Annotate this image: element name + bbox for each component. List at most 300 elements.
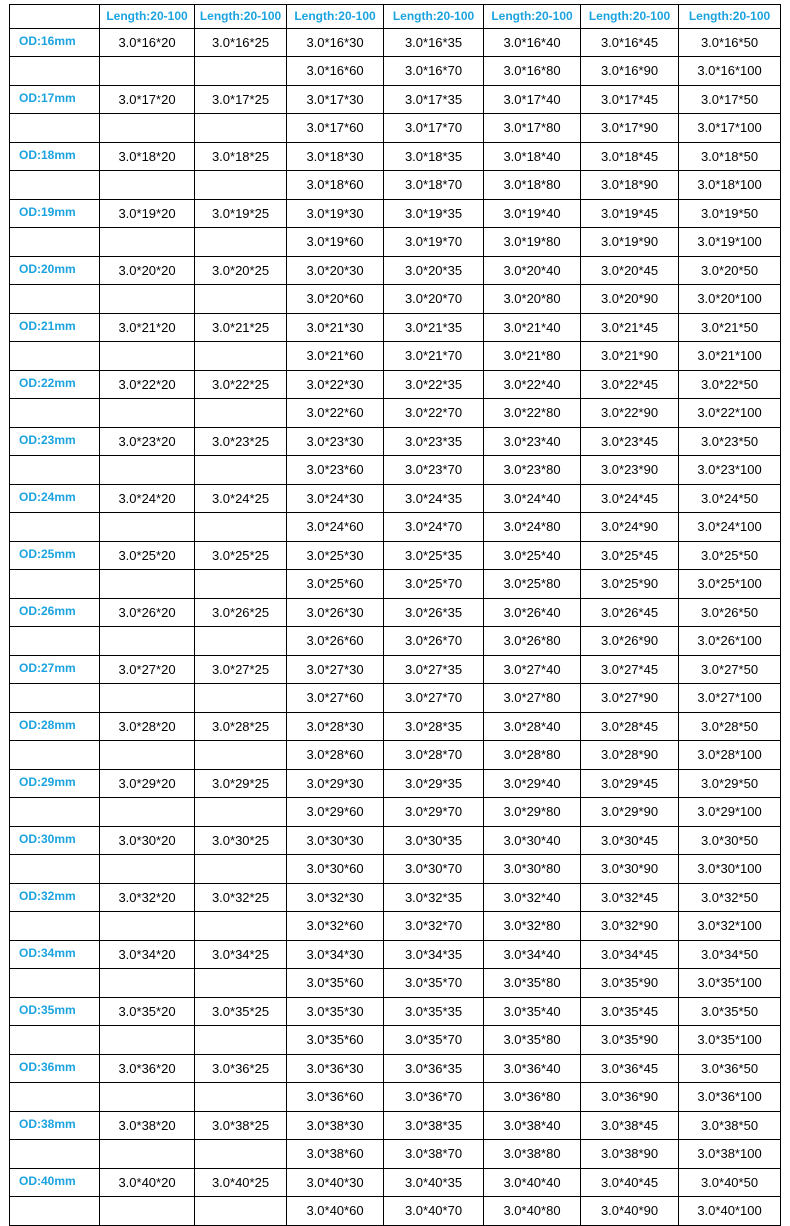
size-cell: 3.0*24*70 bbox=[384, 513, 484, 542]
od-label-empty bbox=[10, 1083, 100, 1112]
size-cell: 3.0*25*35 bbox=[384, 541, 484, 570]
size-cell: 3.0*25*30 bbox=[287, 541, 384, 570]
table-row bbox=[10, 171, 781, 200]
size-cell: 3.0*38*45 bbox=[581, 1111, 679, 1140]
header-corner bbox=[10, 5, 100, 29]
size-cell bbox=[100, 1197, 195, 1226]
size-cell: 3.0*27*35 bbox=[384, 655, 484, 684]
size-cell: 3.0*36*50 bbox=[679, 1054, 781, 1083]
size-cell: 3.0*34*45 bbox=[581, 940, 679, 969]
size-cell bbox=[195, 1083, 287, 1112]
size-cell: 3.0*26*70 bbox=[384, 627, 484, 656]
size-cell: 3.0*29*100 bbox=[679, 798, 781, 827]
size-cell bbox=[195, 798, 287, 827]
size-cell: 3.0*17*35 bbox=[384, 85, 484, 114]
table-row bbox=[10, 313, 781, 342]
size-cell: 3.0*28*45 bbox=[581, 712, 679, 741]
size-cell: 3.0*40*90 bbox=[581, 1197, 679, 1226]
size-cell: 3.0*36*70 bbox=[384, 1083, 484, 1112]
size-cell: 3.0*22*60 bbox=[287, 399, 384, 428]
size-cell: 3.0*32*45 bbox=[581, 883, 679, 912]
size-cell: 3.0*17*20 bbox=[100, 85, 195, 114]
size-cell: 3.0*38*60 bbox=[287, 1140, 384, 1169]
size-cell bbox=[100, 456, 195, 485]
size-cell: 3.0*21*50 bbox=[679, 313, 781, 342]
size-cell bbox=[100, 855, 195, 884]
table-row bbox=[10, 1168, 781, 1197]
od-label: OD:38mm bbox=[10, 1111, 100, 1140]
size-cell bbox=[195, 741, 287, 770]
size-cell: 3.0*30*80 bbox=[484, 855, 581, 884]
size-cell: 3.0*38*90 bbox=[581, 1140, 679, 1169]
size-cell: 3.0*27*20 bbox=[100, 655, 195, 684]
size-cell: 3.0*38*25 bbox=[195, 1111, 287, 1140]
size-cell: 3.0*32*25 bbox=[195, 883, 287, 912]
size-cell: 3.0*26*60 bbox=[287, 627, 384, 656]
size-cell: 3.0*26*50 bbox=[679, 598, 781, 627]
size-cell: 3.0*19*45 bbox=[581, 199, 679, 228]
size-cell: 3.0*38*35 bbox=[384, 1111, 484, 1140]
size-cell: 3.0*38*30 bbox=[287, 1111, 384, 1140]
size-cell: 3.0*22*80 bbox=[484, 399, 581, 428]
size-cell: 3.0*35*70 bbox=[384, 1026, 484, 1055]
size-cell: 3.0*30*60 bbox=[287, 855, 384, 884]
size-cell bbox=[100, 1083, 195, 1112]
size-cell: 3.0*18*80 bbox=[484, 171, 581, 200]
size-cell: 3.0*20*45 bbox=[581, 256, 679, 285]
size-cell: 3.0*22*100 bbox=[679, 399, 781, 428]
size-cell: 3.0*23*20 bbox=[100, 427, 195, 456]
size-cell: 3.0*17*100 bbox=[679, 114, 781, 143]
size-cell bbox=[195, 285, 287, 314]
size-cell: 3.0*24*100 bbox=[679, 513, 781, 542]
column-header: Length:20-100 bbox=[484, 5, 581, 29]
size-cell bbox=[100, 114, 195, 143]
size-cell: 3.0*18*70 bbox=[384, 171, 484, 200]
size-cell: 3.0*20*30 bbox=[287, 256, 384, 285]
size-cell: 3.0*40*25 bbox=[195, 1168, 287, 1197]
table-row bbox=[10, 342, 781, 371]
table-row bbox=[10, 199, 781, 228]
size-cell: 3.0*18*90 bbox=[581, 171, 679, 200]
size-cell: 3.0*17*30 bbox=[287, 85, 384, 114]
size-cell: 3.0*32*35 bbox=[384, 883, 484, 912]
size-cell: 3.0*28*25 bbox=[195, 712, 287, 741]
size-cell: 3.0*32*50 bbox=[679, 883, 781, 912]
size-cell: 3.0*21*90 bbox=[581, 342, 679, 371]
size-cell: 3.0*16*30 bbox=[287, 28, 384, 57]
size-cell bbox=[195, 684, 287, 713]
size-cell: 3.0*26*35 bbox=[384, 598, 484, 627]
size-cell: 3.0*27*90 bbox=[581, 684, 679, 713]
size-cell: 3.0*30*50 bbox=[679, 826, 781, 855]
size-cell: 3.0*29*30 bbox=[287, 769, 384, 798]
column-header: Length:20-100 bbox=[287, 5, 384, 29]
size-cell: 3.0*17*45 bbox=[581, 85, 679, 114]
size-cell: 3.0*35*60 bbox=[287, 1026, 384, 1055]
size-cell: 3.0*17*80 bbox=[484, 114, 581, 143]
size-cell: 3.0*38*20 bbox=[100, 1111, 195, 1140]
size-cell: 3.0*25*100 bbox=[679, 570, 781, 599]
size-cell: 3.0*32*100 bbox=[679, 912, 781, 941]
size-cell: 3.0*20*40 bbox=[484, 256, 581, 285]
table-row bbox=[10, 712, 781, 741]
size-cell: 3.0*27*30 bbox=[287, 655, 384, 684]
size-cell: 3.0*40*30 bbox=[287, 1168, 384, 1197]
size-cell: 3.0*22*25 bbox=[195, 370, 287, 399]
od-label: OD:20mm bbox=[10, 256, 100, 285]
table-row bbox=[10, 285, 781, 314]
table-row bbox=[10, 399, 781, 428]
size-cell bbox=[100, 1026, 195, 1055]
size-cell bbox=[195, 114, 287, 143]
size-cell bbox=[195, 1197, 287, 1226]
size-cell: 3.0*17*90 bbox=[581, 114, 679, 143]
size-cell: 3.0*35*100 bbox=[679, 1026, 781, 1055]
size-cell bbox=[100, 228, 195, 257]
size-cell: 3.0*18*30 bbox=[287, 142, 384, 171]
size-cell: 3.0*25*45 bbox=[581, 541, 679, 570]
size-cell: 3.0*18*100 bbox=[679, 171, 781, 200]
size-cell bbox=[100, 798, 195, 827]
size-cell bbox=[195, 57, 287, 86]
size-cell: 3.0*30*100 bbox=[679, 855, 781, 884]
size-cell: 3.0*24*80 bbox=[484, 513, 581, 542]
size-cell: 3.0*24*45 bbox=[581, 484, 679, 513]
size-cell: 3.0*35*35 bbox=[384, 997, 484, 1026]
od-label-empty bbox=[10, 741, 100, 770]
size-cell: 3.0*16*60 bbox=[287, 57, 384, 86]
size-cell: 3.0*22*45 bbox=[581, 370, 679, 399]
table-row bbox=[10, 684, 781, 713]
table-row bbox=[10, 456, 781, 485]
size-cell: 3.0*29*60 bbox=[287, 798, 384, 827]
size-cell: 3.0*35*25 bbox=[195, 997, 287, 1026]
size-cell: 3.0*23*70 bbox=[384, 456, 484, 485]
size-cell: 3.0*20*80 bbox=[484, 285, 581, 314]
size-cell: 3.0*25*70 bbox=[384, 570, 484, 599]
size-cell: 3.0*26*30 bbox=[287, 598, 384, 627]
size-cell: 3.0*36*40 bbox=[484, 1054, 581, 1083]
size-cell: 3.0*28*30 bbox=[287, 712, 384, 741]
size-cell: 3.0*28*80 bbox=[484, 741, 581, 770]
size-cell bbox=[195, 627, 287, 656]
size-cell: 3.0*17*25 bbox=[195, 85, 287, 114]
size-cell: 3.0*24*40 bbox=[484, 484, 581, 513]
table-row bbox=[10, 142, 781, 171]
size-cell: 3.0*26*100 bbox=[679, 627, 781, 656]
size-cell: 3.0*20*25 bbox=[195, 256, 287, 285]
size-cell: 3.0*19*50 bbox=[679, 199, 781, 228]
size-cell: 3.0*27*50 bbox=[679, 655, 781, 684]
size-cell: 3.0*24*50 bbox=[679, 484, 781, 513]
size-cell: 3.0*38*80 bbox=[484, 1140, 581, 1169]
table-row bbox=[10, 1111, 781, 1140]
od-label-empty bbox=[10, 1140, 100, 1169]
size-cell: 3.0*36*35 bbox=[384, 1054, 484, 1083]
od-label-empty bbox=[10, 399, 100, 428]
size-cell: 3.0*26*20 bbox=[100, 598, 195, 627]
size-cell: 3.0*40*50 bbox=[679, 1168, 781, 1197]
size-cell: 3.0*27*40 bbox=[484, 655, 581, 684]
size-cell: 3.0*24*35 bbox=[384, 484, 484, 513]
size-cell: 3.0*30*40 bbox=[484, 826, 581, 855]
size-cell: 3.0*16*80 bbox=[484, 57, 581, 86]
size-cell: 3.0*27*80 bbox=[484, 684, 581, 713]
size-cell bbox=[100, 171, 195, 200]
size-cell: 3.0*36*60 bbox=[287, 1083, 384, 1112]
size-cell: 3.0*40*70 bbox=[384, 1197, 484, 1226]
size-cell: 3.0*16*100 bbox=[679, 57, 781, 86]
size-cell: 3.0*23*25 bbox=[195, 427, 287, 456]
size-cell: 3.0*16*70 bbox=[384, 57, 484, 86]
size-cell: 3.0*36*80 bbox=[484, 1083, 581, 1112]
size-cell: 3.0*20*50 bbox=[679, 256, 781, 285]
size-cell: 3.0*29*70 bbox=[384, 798, 484, 827]
table-row bbox=[10, 855, 781, 884]
size-cell: 3.0*20*100 bbox=[679, 285, 781, 314]
size-cell: 3.0*18*60 bbox=[287, 171, 384, 200]
size-cell: 3.0*17*60 bbox=[287, 114, 384, 143]
size-cell: 3.0*35*40 bbox=[484, 997, 581, 1026]
size-cell: 3.0*35*45 bbox=[581, 997, 679, 1026]
size-cell bbox=[195, 171, 287, 200]
size-cell: 3.0*18*25 bbox=[195, 142, 287, 171]
size-cell: 3.0*26*80 bbox=[484, 627, 581, 656]
size-cell: 3.0*29*90 bbox=[581, 798, 679, 827]
size-cell: 3.0*28*60 bbox=[287, 741, 384, 770]
size-cell: 3.0*35*70 bbox=[384, 969, 484, 998]
table-row bbox=[10, 484, 781, 513]
size-cell: 3.0*25*40 bbox=[484, 541, 581, 570]
size-cell: 3.0*34*50 bbox=[679, 940, 781, 969]
size-cell: 3.0*22*70 bbox=[384, 399, 484, 428]
size-cell: 3.0*23*100 bbox=[679, 456, 781, 485]
size-cell: 3.0*21*100 bbox=[679, 342, 781, 371]
column-header: Length:20-100 bbox=[384, 5, 484, 29]
od-label: OD:17mm bbox=[10, 85, 100, 114]
size-cell: 3.0*16*45 bbox=[581, 28, 679, 57]
od-label: OD:23mm bbox=[10, 427, 100, 456]
size-cell: 3.0*24*20 bbox=[100, 484, 195, 513]
column-header: Length:20-100 bbox=[100, 5, 195, 29]
size-cell: 3.0*24*60 bbox=[287, 513, 384, 542]
size-cell bbox=[195, 399, 287, 428]
table-row bbox=[10, 85, 781, 114]
size-cell: 3.0*22*90 bbox=[581, 399, 679, 428]
table-row bbox=[10, 1083, 781, 1112]
od-label-empty bbox=[10, 57, 100, 86]
size-cell: 3.0*23*60 bbox=[287, 456, 384, 485]
size-cell: 3.0*22*40 bbox=[484, 370, 581, 399]
size-cell: 3.0*29*25 bbox=[195, 769, 287, 798]
size-cell: 3.0*28*50 bbox=[679, 712, 781, 741]
size-cell: 3.0*23*90 bbox=[581, 456, 679, 485]
od-label: OD:21mm bbox=[10, 313, 100, 342]
size-cell: 3.0*18*40 bbox=[484, 142, 581, 171]
od-label-empty bbox=[10, 684, 100, 713]
size-cell: 3.0*24*30 bbox=[287, 484, 384, 513]
size-cell: 3.0*19*90 bbox=[581, 228, 679, 257]
size-cell bbox=[195, 570, 287, 599]
od-label-empty bbox=[10, 456, 100, 485]
size-cell: 3.0*28*40 bbox=[484, 712, 581, 741]
size-cell: 3.0*40*40 bbox=[484, 1168, 581, 1197]
od-label-empty bbox=[10, 627, 100, 656]
size-cell: 3.0*34*30 bbox=[287, 940, 384, 969]
table-row bbox=[10, 769, 781, 798]
size-cell: 3.0*24*25 bbox=[195, 484, 287, 513]
size-cell: 3.0*28*35 bbox=[384, 712, 484, 741]
size-cell: 3.0*29*80 bbox=[484, 798, 581, 827]
size-cell: 3.0*23*35 bbox=[384, 427, 484, 456]
od-label: OD:28mm bbox=[10, 712, 100, 741]
size-cell: 3.0*36*25 bbox=[195, 1054, 287, 1083]
size-cell: 3.0*21*80 bbox=[484, 342, 581, 371]
size-cell bbox=[100, 912, 195, 941]
table-row bbox=[10, 940, 781, 969]
size-cell: 3.0*32*40 bbox=[484, 883, 581, 912]
size-cell: 3.0*23*45 bbox=[581, 427, 679, 456]
od-label: OD:36mm bbox=[10, 1054, 100, 1083]
table-row bbox=[10, 912, 781, 941]
table-row bbox=[10, 883, 781, 912]
size-cell: 3.0*40*20 bbox=[100, 1168, 195, 1197]
size-cell: 3.0*19*25 bbox=[195, 199, 287, 228]
size-cell: 3.0*16*25 bbox=[195, 28, 287, 57]
size-cell: 3.0*20*60 bbox=[287, 285, 384, 314]
size-cell: 3.0*21*35 bbox=[384, 313, 484, 342]
size-spec-table bbox=[9, 4, 781, 1226]
size-cell: 3.0*36*90 bbox=[581, 1083, 679, 1112]
od-label-empty bbox=[10, 912, 100, 941]
od-label-empty bbox=[10, 513, 100, 542]
size-cell: 3.0*38*50 bbox=[679, 1111, 781, 1140]
od-label: OD:29mm bbox=[10, 769, 100, 798]
header-row bbox=[10, 5, 781, 29]
size-cell: 3.0*24*90 bbox=[581, 513, 679, 542]
od-label: OD:25mm bbox=[10, 541, 100, 570]
table-row bbox=[10, 114, 781, 143]
size-cell: 3.0*38*40 bbox=[484, 1111, 581, 1140]
size-cell: 3.0*32*60 bbox=[287, 912, 384, 941]
size-cell: 3.0*18*35 bbox=[384, 142, 484, 171]
size-cell: 3.0*16*90 bbox=[581, 57, 679, 86]
size-cell: 3.0*32*20 bbox=[100, 883, 195, 912]
size-cell: 3.0*17*70 bbox=[384, 114, 484, 143]
size-cell: 3.0*25*60 bbox=[287, 570, 384, 599]
column-header: Length:20-100 bbox=[679, 5, 781, 29]
size-cell: 3.0*20*20 bbox=[100, 256, 195, 285]
size-cell bbox=[100, 57, 195, 86]
size-cell: 3.0*28*90 bbox=[581, 741, 679, 770]
size-cell: 3.0*25*80 bbox=[484, 570, 581, 599]
size-cell: 3.0*40*80 bbox=[484, 1197, 581, 1226]
size-cell: 3.0*35*100 bbox=[679, 969, 781, 998]
size-cell: 3.0*27*60 bbox=[287, 684, 384, 713]
od-label-empty bbox=[10, 570, 100, 599]
size-cell: 3.0*30*70 bbox=[384, 855, 484, 884]
size-cell bbox=[195, 855, 287, 884]
size-cell: 3.0*36*30 bbox=[287, 1054, 384, 1083]
size-cell: 3.0*35*80 bbox=[484, 969, 581, 998]
size-cell: 3.0*19*60 bbox=[287, 228, 384, 257]
size-cell: 3.0*36*20 bbox=[100, 1054, 195, 1083]
size-cell: 3.0*22*20 bbox=[100, 370, 195, 399]
size-cell: 3.0*16*35 bbox=[384, 28, 484, 57]
size-cell: 3.0*29*45 bbox=[581, 769, 679, 798]
table-row bbox=[10, 598, 781, 627]
size-cell bbox=[195, 912, 287, 941]
table-row bbox=[10, 969, 781, 998]
od-label-empty bbox=[10, 342, 100, 371]
size-cell bbox=[100, 741, 195, 770]
size-cell: 3.0*40*100 bbox=[679, 1197, 781, 1226]
size-cell bbox=[100, 969, 195, 998]
size-cell: 3.0*35*50 bbox=[679, 997, 781, 1026]
size-cell bbox=[195, 513, 287, 542]
table-row bbox=[10, 627, 781, 656]
size-cell: 3.0*25*25 bbox=[195, 541, 287, 570]
size-cell bbox=[100, 399, 195, 428]
od-label-empty bbox=[10, 228, 100, 257]
size-cell: 3.0*34*35 bbox=[384, 940, 484, 969]
size-cell: 3.0*29*20 bbox=[100, 769, 195, 798]
od-label-empty bbox=[10, 1026, 100, 1055]
size-cell: 3.0*35*80 bbox=[484, 1026, 581, 1055]
size-cell: 3.0*23*50 bbox=[679, 427, 781, 456]
size-cell: 3.0*25*20 bbox=[100, 541, 195, 570]
size-cell: 3.0*16*20 bbox=[100, 28, 195, 57]
size-cell: 3.0*35*20 bbox=[100, 997, 195, 1026]
size-cell: 3.0*19*30 bbox=[287, 199, 384, 228]
size-cell: 3.0*22*35 bbox=[384, 370, 484, 399]
od-label: OD:19mm bbox=[10, 199, 100, 228]
od-label: OD:34mm bbox=[10, 940, 100, 969]
size-cell: 3.0*30*90 bbox=[581, 855, 679, 884]
size-cell: 3.0*34*40 bbox=[484, 940, 581, 969]
size-cell: 3.0*20*35 bbox=[384, 256, 484, 285]
table-row bbox=[10, 1054, 781, 1083]
size-cell: 3.0*27*25 bbox=[195, 655, 287, 684]
size-cell: 3.0*38*70 bbox=[384, 1140, 484, 1169]
size-cell: 3.0*35*30 bbox=[287, 997, 384, 1026]
table-row bbox=[10, 541, 781, 570]
size-cell: 3.0*21*60 bbox=[287, 342, 384, 371]
size-cell: 3.0*25*50 bbox=[679, 541, 781, 570]
size-cell: 3.0*30*25 bbox=[195, 826, 287, 855]
size-cell: 3.0*21*30 bbox=[287, 313, 384, 342]
size-cell: 3.0*29*35 bbox=[384, 769, 484, 798]
size-cell: 3.0*35*60 bbox=[287, 969, 384, 998]
size-cell: 3.0*25*90 bbox=[581, 570, 679, 599]
table-row bbox=[10, 28, 781, 57]
table-row bbox=[10, 256, 781, 285]
size-cell: 3.0*35*90 bbox=[581, 1026, 679, 1055]
size-cell: 3.0*23*80 bbox=[484, 456, 581, 485]
size-cell: 3.0*27*45 bbox=[581, 655, 679, 684]
column-header: Length:20-100 bbox=[581, 5, 679, 29]
size-cell: 3.0*26*90 bbox=[581, 627, 679, 656]
size-cell: 3.0*21*45 bbox=[581, 313, 679, 342]
size-cell: 3.0*19*80 bbox=[484, 228, 581, 257]
size-cell: 3.0*30*20 bbox=[100, 826, 195, 855]
table-row bbox=[10, 228, 781, 257]
size-cell: 3.0*17*40 bbox=[484, 85, 581, 114]
size-cell: 3.0*26*40 bbox=[484, 598, 581, 627]
table-row bbox=[10, 826, 781, 855]
od-label-empty bbox=[10, 285, 100, 314]
